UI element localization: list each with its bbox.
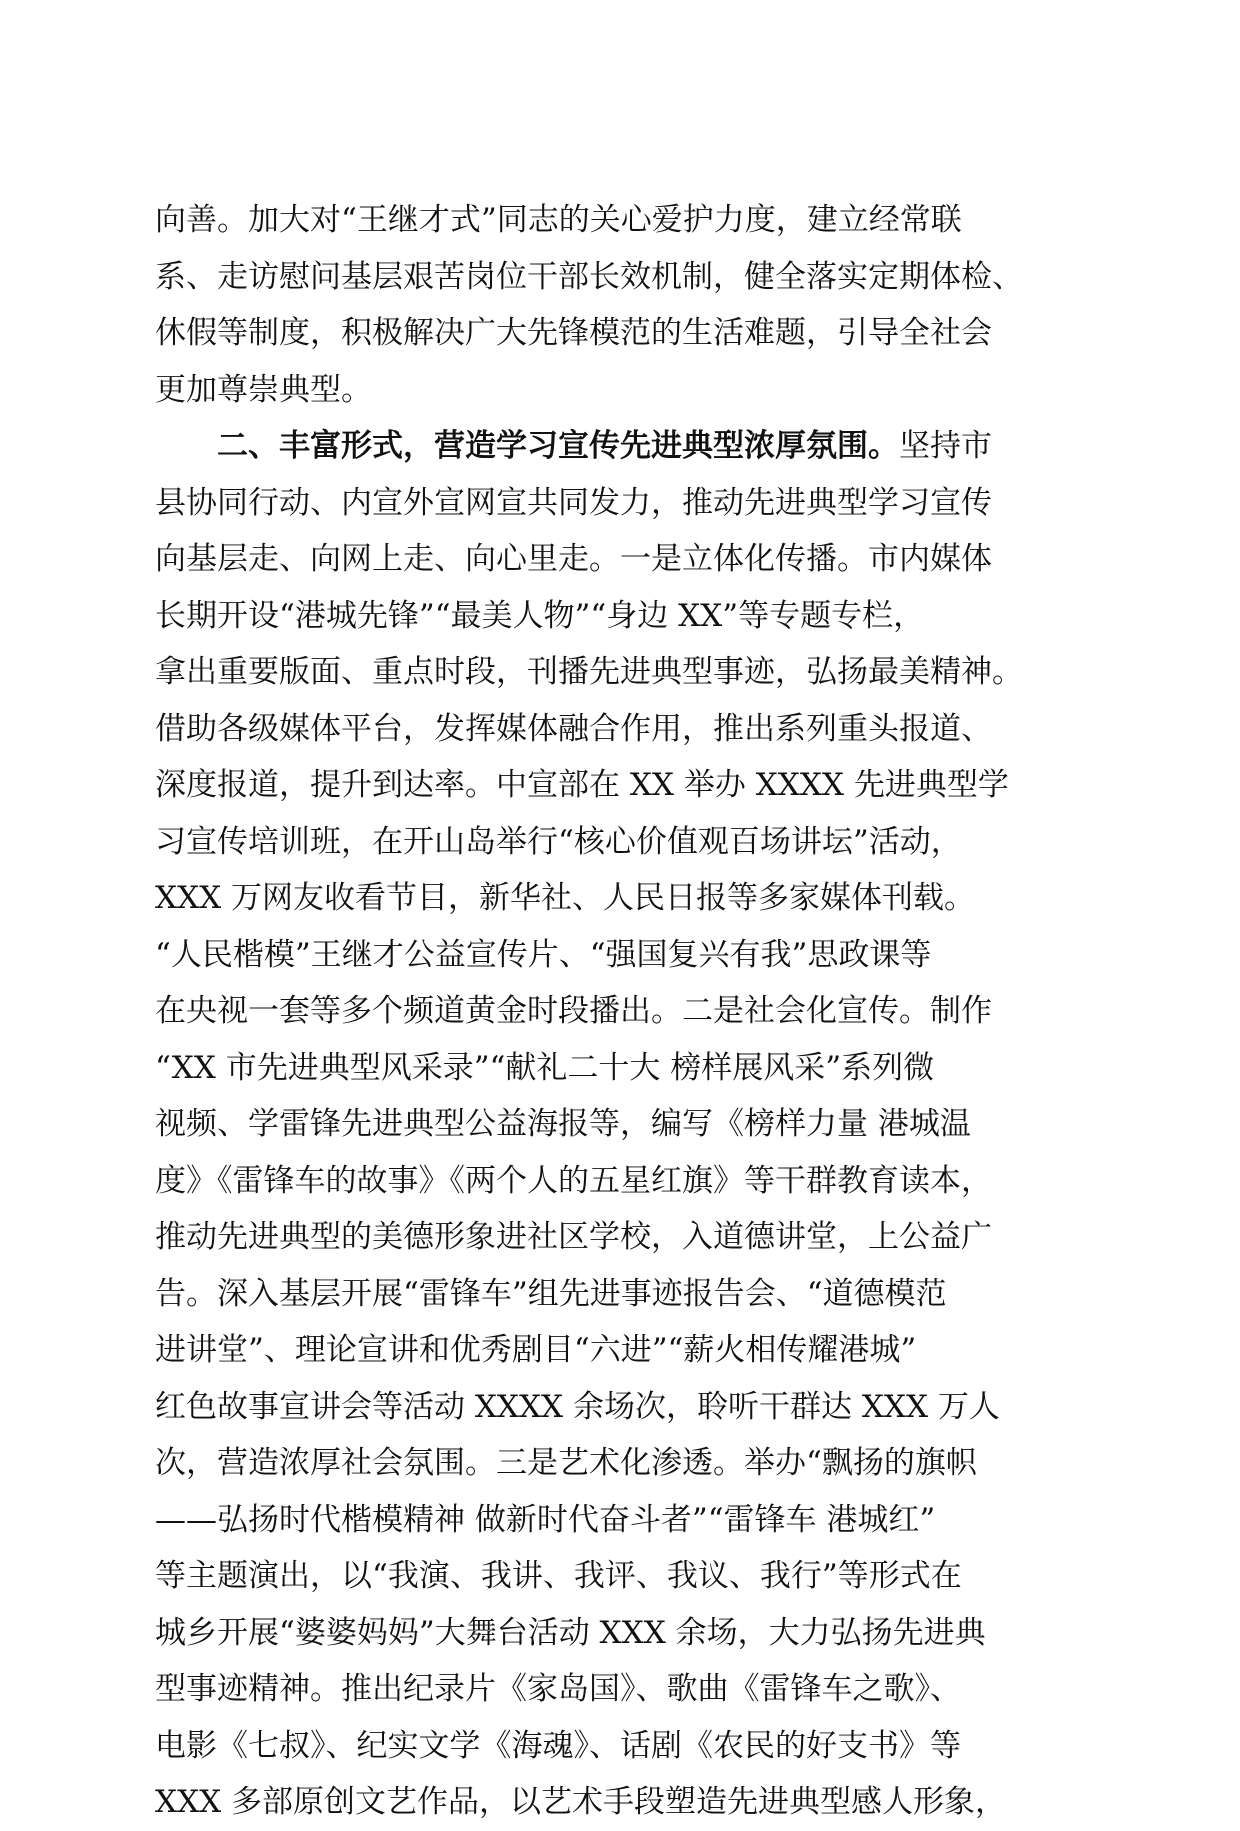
text-line: 系、走访慰问基层艰苦岗位干部长效机制，健全落实定期体检、 — [155, 258, 1023, 295]
paragraph-2 — [155, 418, 1090, 1831]
text-line: 更加尊崇典型。 — [155, 371, 372, 408]
text-line: 县协同行动、内宣外宣网宣共同发力，推动先进典型学习宣传 — [155, 484, 992, 521]
text-line: 红色故事宣讲会等活动 XXXX 余场次，聆听干群达 XXX 万人 — [155, 1388, 1000, 1425]
text-line: 深度报道，提升到达率。中宣部在 XX 举办 XXXX 先进典型学 — [155, 767, 1009, 803]
text-line: 习宣传培训班，在开山岛举行“核心价值观百场讲坛”活动， — [155, 823, 962, 860]
paragraph-1 — [155, 192, 1090, 418]
text-line: ——弘扬时代楷模精神 做新时代奋斗者”“雷锋车 港城红” — [155, 1501, 936, 1538]
text-line: 拿出重要版面、重点时段，刊播先进典型事迹，弘扬最美精神。 — [155, 654, 1023, 690]
text-line: 长期开设“港城先锋”“最美人物”“身边 XX”等专题专栏， — [155, 597, 925, 634]
text-line: 在央视一套等多个频道黄金时段播出。二是社会化宣传。制作 — [155, 993, 992, 1029]
text-line: 向基层走、向网上走、向心里走。一是立体化传播。市内媒体 — [155, 541, 992, 577]
paragraph-2-first-line — [155, 418, 1090, 475]
text-line: “XX 市先进典型风采录”“献礼二十大 榜样展风采”系列微 — [155, 1049, 935, 1086]
text-line: 进讲堂”、理论宣讲和优秀剧目“六进”“薪火相传耀港城” — [155, 1332, 917, 1368]
text-line: 借助各级媒体平台，发挥媒体融合作用，推出系列重头报道、 — [155, 710, 992, 747]
text-line: “人民楷模”王继才公益宣传片、“强国复兴有我”思政课等 — [155, 936, 932, 973]
text-line: 次，营造浓厚社会氛围。三是艺术化渗透。举办“飘扬的旗帜 — [155, 1445, 977, 1481]
text-line: 度》《雷锋车的故事》《两个人的五星红旗》等干群教育读本， — [155, 1162, 992, 1199]
text-line: 视频、学雷锋先进典型公益海报等，编写《榜样力量 港城温 — [155, 1106, 971, 1142]
text-line: XXX 万网友收看节目，新华社、人民日报等多家媒体刊载。 — [155, 880, 976, 916]
text-line: 推动先进典型的美德形象进社区学校，入道德讲堂，上公益广 — [155, 1219, 992, 1255]
text-line: 告。深入基层开展“雷锋车”组先进事迹报告会、“道德模范 — [155, 1275, 947, 1312]
text-line: 电影《七叔》、纪实文学《海魂》、话剧《农民的好支书》等 — [155, 1727, 961, 1764]
text-line: 型事迹精神。推出纪录片《家岛国》、歌曲《雷锋车之歌》、 — [155, 1671, 961, 1707]
text-line: 休假等制度，积极解决广大先锋模范的生活难题，引导全社会 — [155, 315, 992, 351]
text-line: 等主题演出，以“我演、我讲、我评、我议、我行”等形式在 — [155, 1558, 962, 1594]
text-fragment: 坚持市 — [899, 428, 992, 464]
text-line: XXX 多部原创文艺作品，以艺术手段塑造先进典型感人形象， — [155, 1784, 1007, 1820]
text-line: 向善。加大对“王继才式”同志的关心爱护力度，建立经常联 — [155, 202, 962, 238]
text-line: 城乡开展“婆婆妈妈”大舞台活动 XXX 余场，大力弘扬先进典 — [155, 1614, 986, 1651]
document-body — [155, 192, 1090, 1831]
section-heading: 二、丰富形式，营造学习宣传先进典型浓厚氛围。 — [217, 428, 899, 464]
